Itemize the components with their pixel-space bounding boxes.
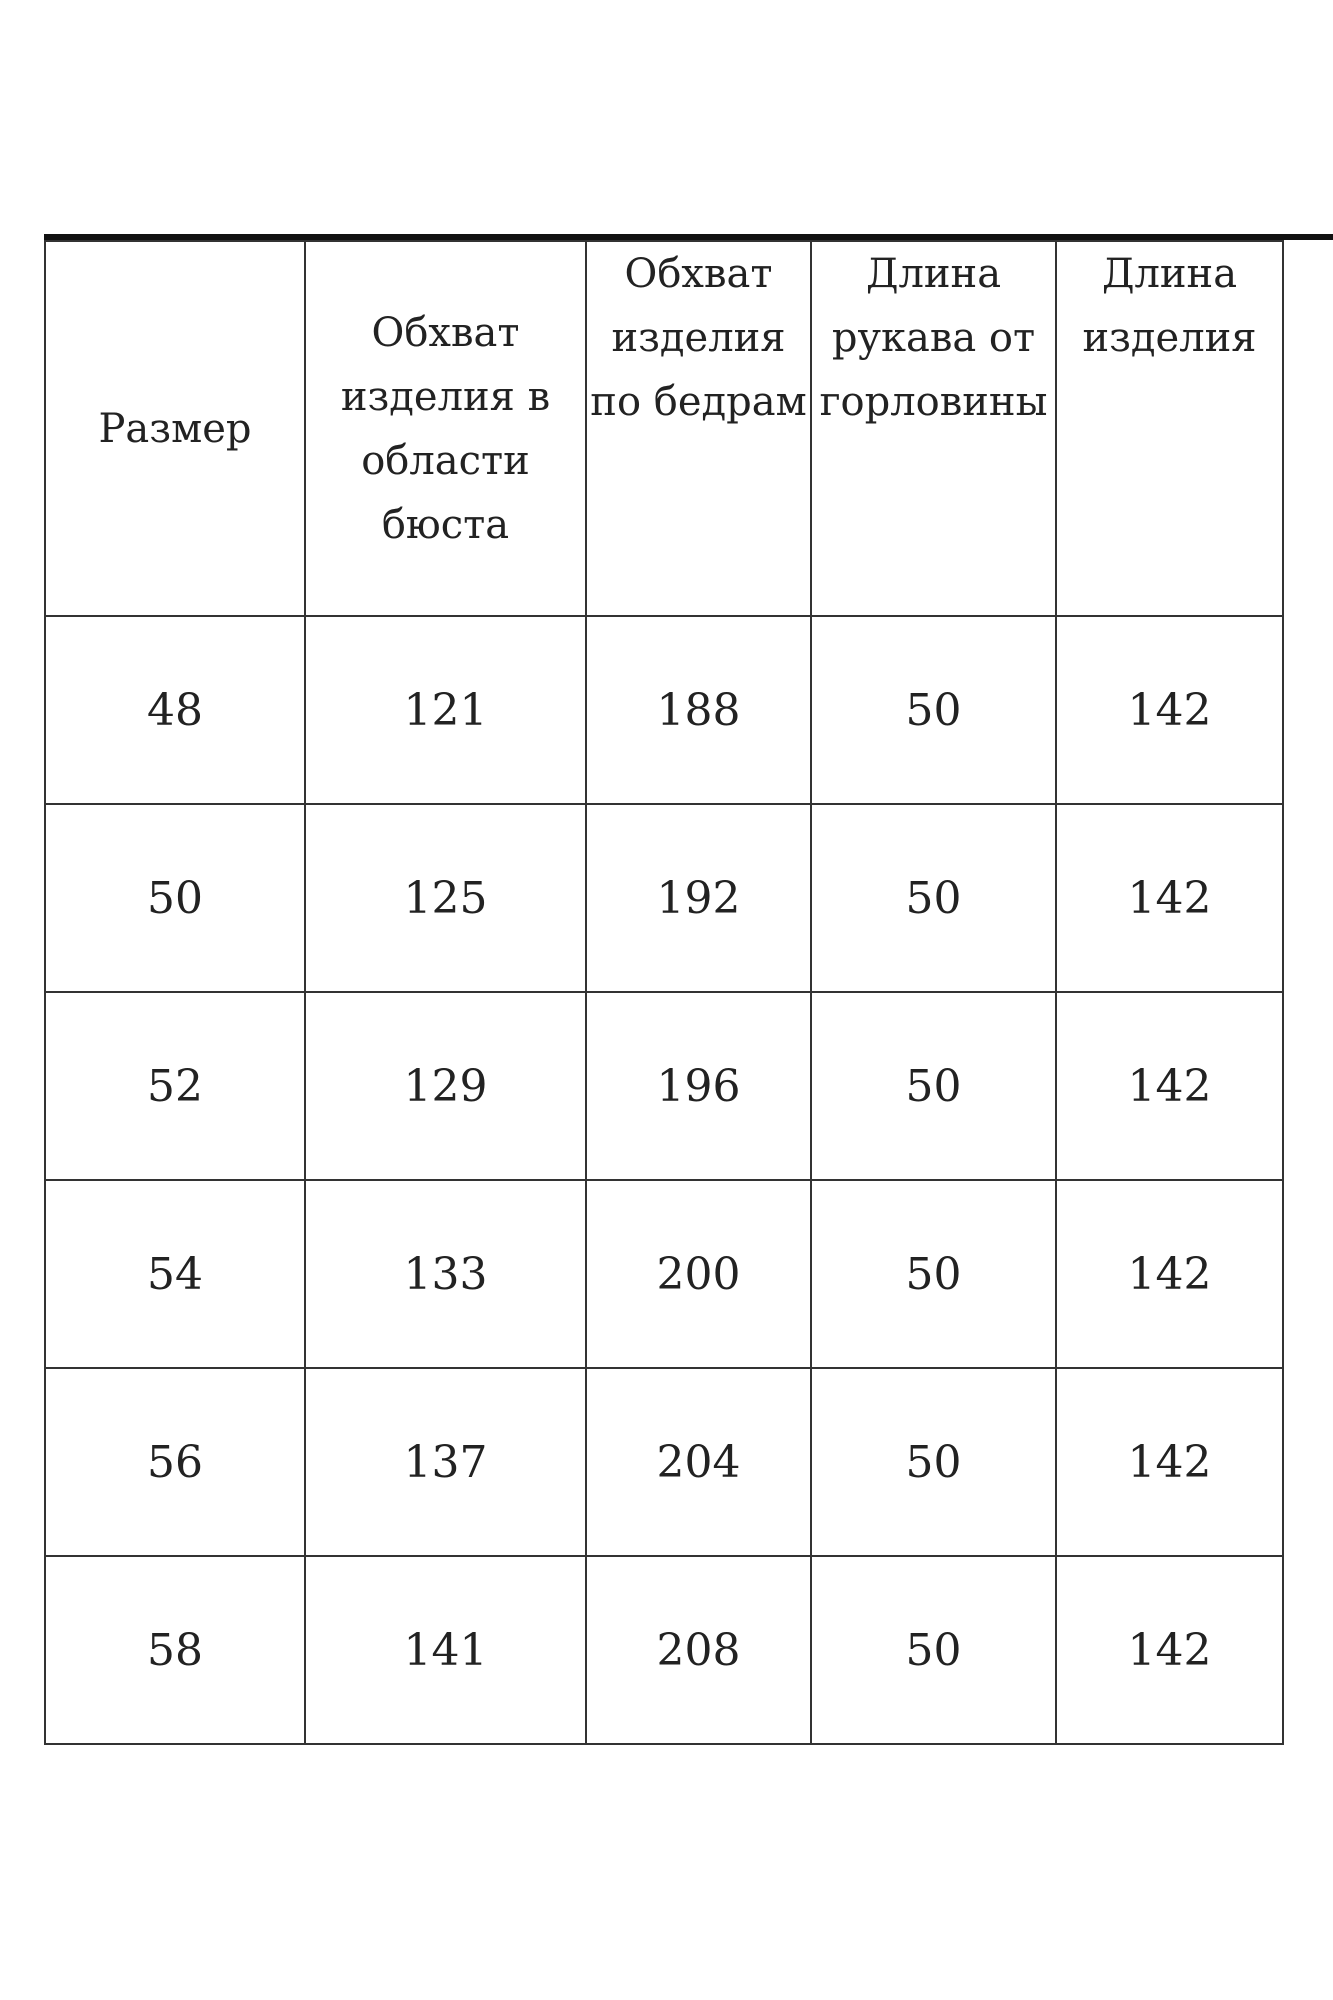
- cell-bust: 137: [305, 1368, 586, 1556]
- cell-hips: 192: [586, 804, 811, 992]
- cell-size: 52: [45, 992, 305, 1180]
- size-chart-table: [44, 240, 1284, 1745]
- cell-hips: 208: [586, 1556, 811, 1744]
- cell-sleeve: 50: [811, 992, 1056, 1180]
- table-row: [45, 804, 1283, 992]
- header-hip-circumference: Обхват изделия по бедрам: [586, 241, 811, 616]
- cell-sleeve: 50: [811, 804, 1056, 992]
- cell-length: 142: [1056, 992, 1283, 1180]
- cell-size: 56: [45, 1368, 305, 1556]
- cell-bust: 125: [305, 804, 586, 992]
- cell-sleeve: 50: [811, 1180, 1056, 1368]
- cell-length: 142: [1056, 616, 1283, 804]
- header-row: [45, 241, 1283, 616]
- cell-sleeve: 50: [811, 616, 1056, 804]
- table-row: [45, 992, 1283, 1180]
- cell-bust: 141: [305, 1556, 586, 1744]
- header-sleeve-length: Длина рукава от горловины: [811, 241, 1056, 616]
- cell-size: 54: [45, 1180, 305, 1368]
- cell-length: 142: [1056, 1368, 1283, 1556]
- cell-hips: 200: [586, 1180, 811, 1368]
- cell-hips: 188: [586, 616, 811, 804]
- cell-sleeve: 50: [811, 1368, 1056, 1556]
- header-garment-length: Длина изделия: [1056, 241, 1283, 616]
- cell-bust: 129: [305, 992, 586, 1180]
- table-row: [45, 616, 1283, 804]
- cell-hips: 196: [586, 992, 811, 1180]
- cell-hips: 204: [586, 1368, 811, 1556]
- cell-size: 48: [45, 616, 305, 804]
- header-bust-circumference: Обхват изделия в области бюста: [305, 241, 586, 616]
- cell-bust: 133: [305, 1180, 586, 1368]
- cell-sleeve: 50: [811, 1556, 1056, 1744]
- table-row: [45, 1556, 1283, 1744]
- header-size: Размер: [45, 241, 305, 616]
- table-row: [45, 1368, 1283, 1556]
- cell-size: 58: [45, 1556, 305, 1744]
- cell-length: 142: [1056, 1556, 1283, 1744]
- cell-length: 142: [1056, 804, 1283, 992]
- cell-length: 142: [1056, 1180, 1283, 1368]
- cell-bust: 121: [305, 616, 586, 804]
- cell-size: 50: [45, 804, 305, 992]
- table-row: [45, 1180, 1283, 1368]
